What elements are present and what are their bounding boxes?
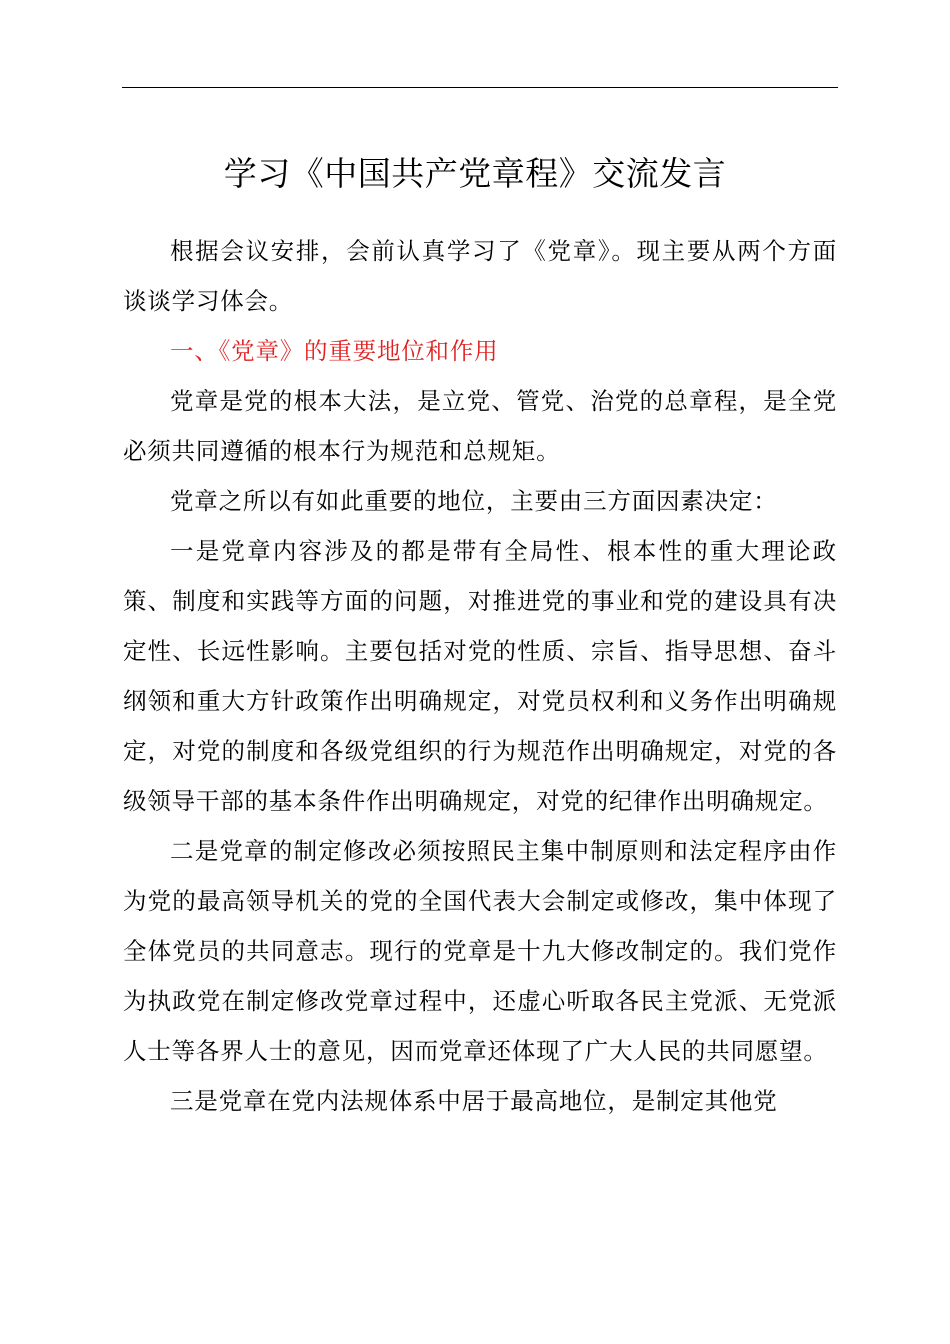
- body-paragraph-reasons-intro: 党章之所以有如此重要的地位，主要由三方面因素决定：: [170, 487, 778, 515]
- intro-paragraph: 根据会议安排，会前认真学习了《党章》。现主要从两个方面谈谈学习体会。: [123, 237, 837, 315]
- document-body: [123, 226, 837, 1126]
- header-rule: [122, 87, 838, 88]
- document-title: 学习《中国共产党章程》交流发言: [223, 154, 727, 193]
- body-paragraph-reason-one: 一是党章内容涉及的都是带有全局性、根本性的重大理论政策、制度和实践等方面的问题，对推进党的事业和党的建设具有决定性、长远性影响。主要包括对党的性质、宗旨、指导思想、奋斗纲领和重大方针政策作出明确规定，对党员权利和义务作出明确规定，对党的制度和各级党组织的行为规范作出明确规定，对党的各级领导干部的基本条件作出明确规定，对党的纪律作出明确规定。: [123, 537, 837, 815]
- body-paragraph-definition: 党章是党的根本大法，是立党、管党、治党的总章程，是全党必须共同遵循的根本行为规范和总规矩。: [123, 387, 837, 465]
- section-heading: 一、《党章》的重要地位和作用: [170, 337, 499, 365]
- body-paragraph-reason-three: 三是党章在党内法规体系中居于最高地位，是制定其他党: [170, 1087, 778, 1115]
- body-paragraph-reason-two: 二是党章的制定修改必须按照民主集中制原则和法定程序由作为党的最高领导机关的党的全国代表大会制定或修改，集中体现了全体党员的共同意志。现行的党章是十九大修改制定的。我们党作为执政党在制定修改党章过程中，还虚心听取各民主党派、无党派人士等各界人士的意见，因而党章还体现了广大人民的共同愿望。: [123, 837, 837, 1065]
